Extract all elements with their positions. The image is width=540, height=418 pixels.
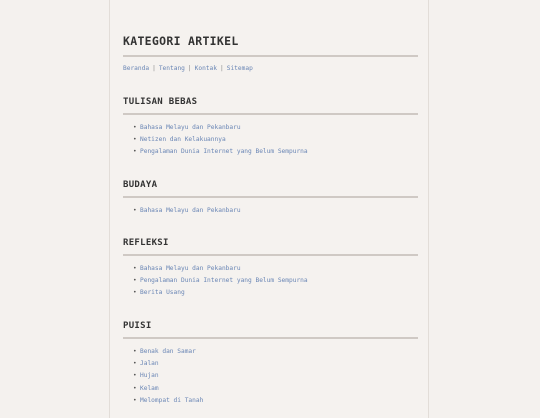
section-title-tulisan-bebas: TULISAN BEBAS: [123, 97, 198, 107]
article-link[interactable]: Pengalaman Dunia Internet yang Belum Sempurna: [140, 277, 308, 285]
article-link[interactable]: Bahasa Melayu dan Pekanbaru: [140, 265, 241, 272]
list-item: [123, 383, 203, 395]
list-item: [123, 275, 308, 287]
section-title-puisi: PUISI: [123, 321, 152, 331]
bullet-icon: •: [133, 289, 137, 297]
bullet-icon: •: [133, 207, 137, 214]
bullet-icon: •: [133, 396, 137, 404]
section-divider: [123, 196, 418, 198]
list-item: [123, 358, 203, 370]
nav-separator: |: [187, 65, 192, 72]
list-item: [123, 287, 308, 299]
list-item: [123, 346, 203, 358]
bullet-icon: •: [133, 384, 137, 392]
page-title: KATEGORI ARTIKEL: [123, 34, 239, 48]
nav-separator: |: [219, 65, 224, 72]
bullet-icon: •: [133, 148, 137, 156]
article-list-tulisan-bebas: [123, 122, 308, 159]
top-nav: [123, 65, 253, 72]
bullet-icon: •: [133, 124, 137, 131]
nav-link-kontak[interactable]: Kontak: [194, 65, 217, 72]
list-item: [123, 134, 308, 146]
bullet-icon: •: [133, 372, 137, 380]
section-divider: [123, 254, 418, 256]
section-divider: [123, 113, 418, 115]
article-link[interactable]: Pengalaman Dunia Internet yang Belum Sempurna: [140, 148, 308, 156]
section-title-budaya: BUDAYA: [123, 180, 158, 190]
nav-separator: |: [152, 65, 156, 72]
nav-link-sitemap[interactable]: Sitemap: [226, 65, 253, 72]
bullet-icon: •: [133, 277, 137, 285]
nav-link-beranda[interactable]: Beranda: [123, 65, 150, 72]
article-list-budaya: [123, 205, 241, 217]
article-list-refleksi: [123, 263, 308, 300]
list-item: [123, 205, 241, 217]
bullet-icon: •: [133, 348, 137, 355]
article-list-puisi: [123, 346, 203, 407]
article-link[interactable]: Bahasa Melayu dan Pekanbaru: [140, 124, 241, 131]
article-link[interactable]: Berita Usang: [140, 289, 185, 297]
article-link[interactable]: Benak dan Samar: [140, 348, 196, 355]
section-title-refleksi: REFLEKSI: [123, 238, 169, 248]
list-item: [123, 263, 308, 275]
article-link[interactable]: Bahasa Melayu dan Pekanbaru: [140, 207, 241, 214]
article-link[interactable]: Kelam: [140, 384, 159, 392]
article-link[interactable]: Hujan: [140, 372, 159, 380]
list-item: [123, 395, 203, 407]
list-item: [123, 370, 203, 382]
bullet-icon: •: [133, 360, 137, 368]
list-item: [123, 146, 308, 158]
bullet-icon: •: [133, 265, 137, 272]
title-divider: [123, 55, 418, 57]
article-link[interactable]: Netizen dan Kelakuannya: [140, 136, 226, 144]
bullet-icon: •: [133, 136, 137, 144]
list-item: [123, 122, 308, 134]
section-divider: [123, 337, 418, 339]
nav-link-tentang[interactable]: Tentang: [158, 65, 185, 72]
page-container: [109, 0, 429, 418]
article-link[interactable]: Melompat di Tanah: [140, 396, 204, 404]
article-link[interactable]: Jalan: [140, 360, 159, 368]
